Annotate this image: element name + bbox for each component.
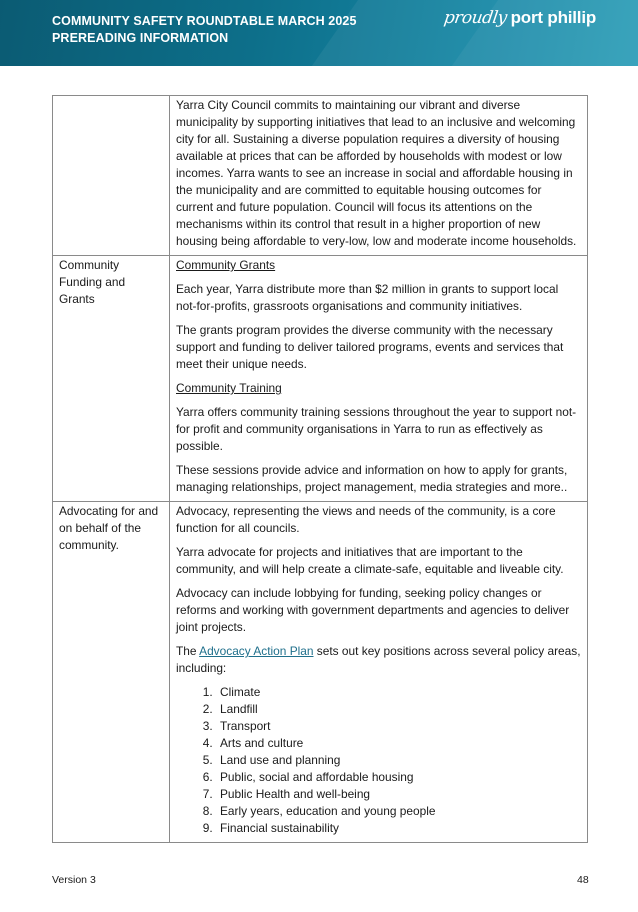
table-row xyxy=(53,502,588,843)
list-item: 1. Climate xyxy=(216,684,581,701)
list-item: 2. Landfill xyxy=(216,701,581,718)
paragraph: The grants program provides the diverse community with the necessary support and funding to deliver tailored programs, events and services that meet their unique needs. xyxy=(176,323,564,371)
footer-version: Version 3 xyxy=(52,874,96,886)
list-item: 6. Public, social and affordable housing xyxy=(216,769,581,786)
section-heading-community-training: Community Training xyxy=(176,381,282,395)
paragraph: Advocacy, representing the views and needs of the community, is a core function for all councils. xyxy=(176,504,556,535)
document-title xyxy=(52,13,357,47)
row-label: Community Funding and Grants xyxy=(53,256,170,502)
document-title-line2: PREREADING INFORMATION xyxy=(52,31,229,45)
paragraph: Each year, Yarra distribute more than $2 million in grants to support local not-for-profits, grassroots organisations and community initiatives. xyxy=(176,282,559,313)
table-row xyxy=(53,96,588,256)
footer-page-number: 48 xyxy=(577,874,589,886)
list-item: 5. Land use and planning xyxy=(216,752,581,769)
header-banner xyxy=(0,0,638,66)
list-item: 8. Early years, education and young people xyxy=(216,803,581,820)
paragraph: Yarra offers community training sessions throughout the year to support not-for profit and community organisations in Yarra to run as effectively as possible. xyxy=(176,405,577,453)
section-heading-community-grants: Community Grants xyxy=(176,258,276,272)
paragraph: These sessions provide advice and information on how to apply for grants, managing relationships, project management, media strategies and more.. xyxy=(176,463,568,494)
information-table xyxy=(52,95,588,843)
paragraph: Advocacy can include lobbying for funding, seeking policy changes or reforms and working with government departments and agencies to deliver joint projects. xyxy=(176,586,570,634)
table-row xyxy=(53,256,588,502)
paragraph: Yarra advocate for projects and initiatives that are important to the community, and will help create a climate-safe, equitable and liveable city. xyxy=(176,545,564,576)
list-item: 4. Arts and culture xyxy=(216,735,581,752)
row-content xyxy=(170,96,588,256)
row-label xyxy=(53,96,170,256)
advocacy-action-plan-link[interactable]: Advocacy Action Plan xyxy=(199,644,314,658)
list-item: 7. Public Health and well-being xyxy=(216,786,581,803)
row-label: Advocating for and on behalf of the community. xyxy=(53,502,170,843)
text-span: sets out key positions across several policy areas, including: xyxy=(176,644,581,675)
logo-script-text: proudly xyxy=(442,8,509,28)
paragraph xyxy=(176,643,581,677)
row-content xyxy=(170,502,588,843)
paragraph: Yarra City Council commits to maintaining our vibrant and diverse municipality by supporting initiatives that lead to an inclusive and welcoming city for all. Sustaining a diverse population requires a diversity of housing available at prices that can be afforded by households with modest or low incomes. Yarra wants to see an increase in social and affordable housing in the municipality and are committed to equitable housing outcomes for current and future population. Council will focus its attentions on the mechanisms within its control that result in a higher proportion of new housing being affordable to very-low, low and moderate income households. xyxy=(176,98,577,248)
text-span: The xyxy=(176,644,200,658)
row-content xyxy=(170,256,588,502)
list-item: 9. Financial sustainability xyxy=(216,820,581,837)
policy-areas-list xyxy=(176,684,581,837)
logo-brand-text: port phillip xyxy=(510,8,597,27)
list-item: 3. Transport xyxy=(216,718,581,735)
port-phillip-logo xyxy=(444,8,596,28)
document-title-line1: COMMUNITY SAFETY ROUNDTABLE MARCH 2025 xyxy=(52,14,357,28)
